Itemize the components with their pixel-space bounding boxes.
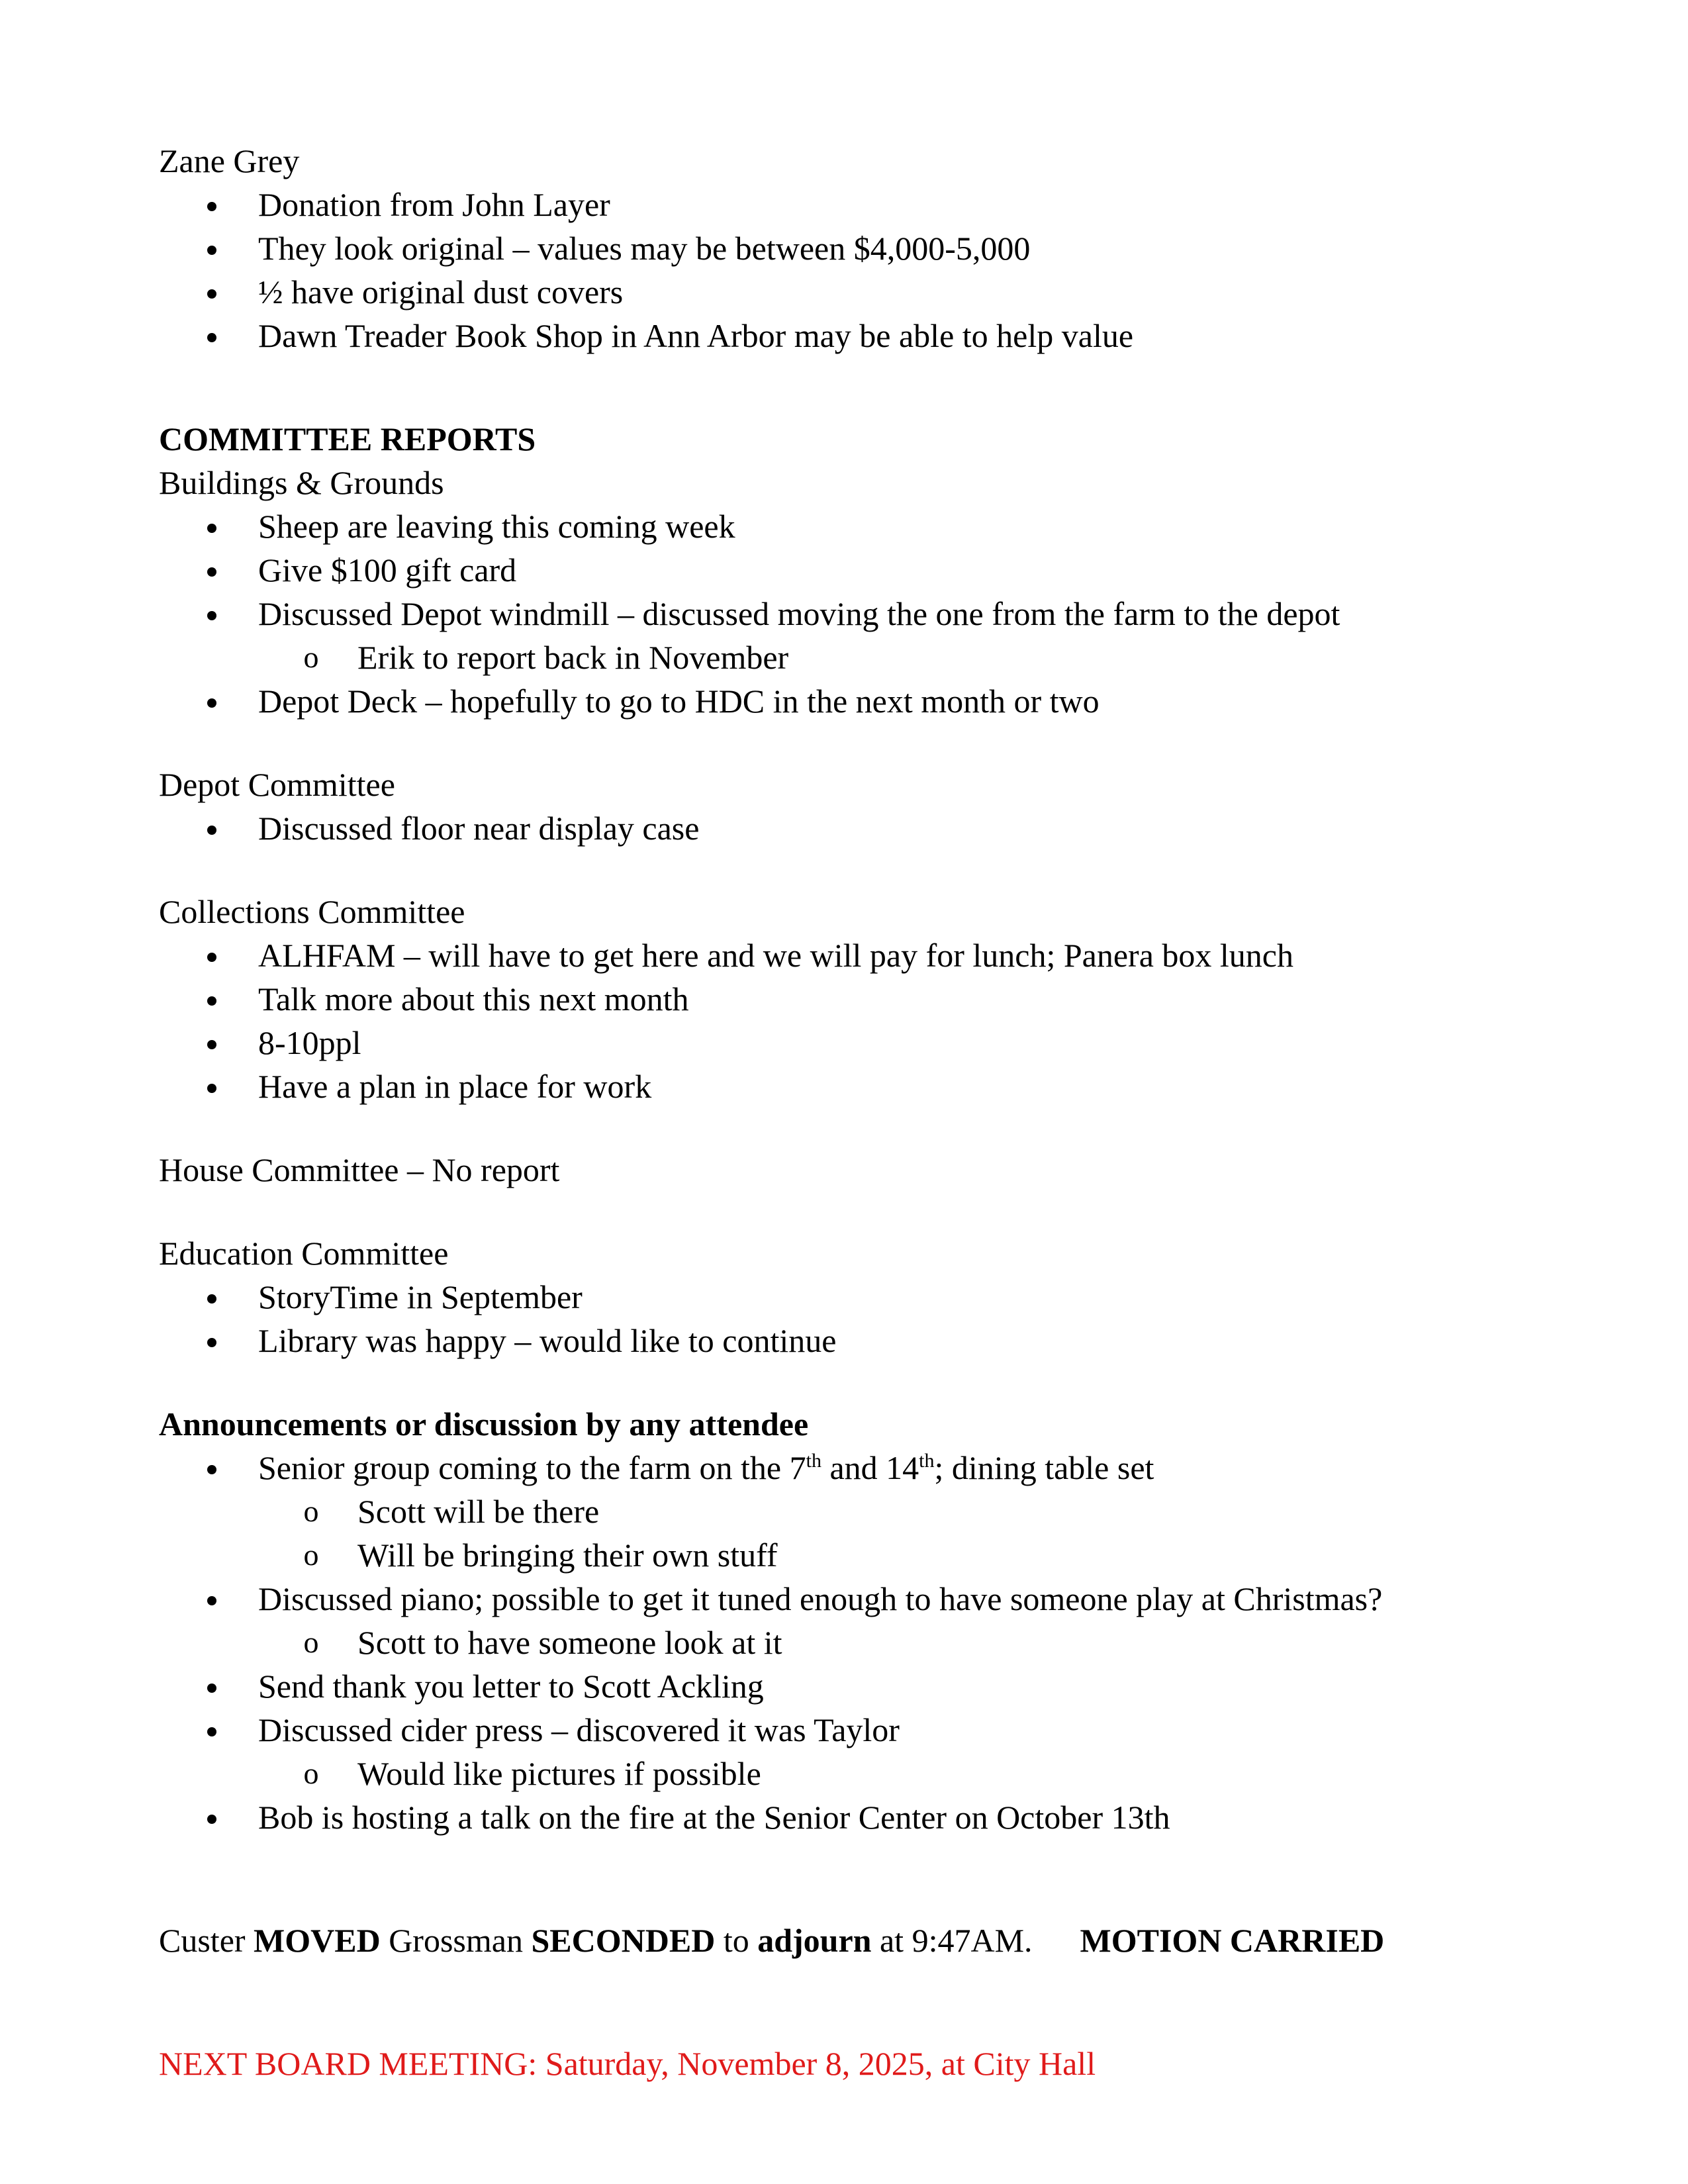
list-item: They look original – values may be between $4,000-5,000 (159, 226, 1536, 270)
list-item: Donation from John Layer (159, 183, 1536, 226)
bullet-icon (199, 1446, 225, 1490)
sub-list-item: o Scott will be there (159, 1490, 1536, 1533)
sub-bullet-icon: o (303, 1538, 319, 1572)
bullet-icon (199, 183, 225, 226)
bullet-icon (199, 1664, 225, 1708)
buildings-heading: Buildings & Grounds (159, 464, 444, 501)
bullet-icon (199, 226, 225, 270)
depot-heading: Depot Committee (159, 766, 395, 803)
bullet-icon (199, 1021, 225, 1065)
list-item: Give $100 gift card (159, 548, 1536, 592)
list-item: Have a plan in place for work (159, 1065, 1536, 1108)
bullet-icon (199, 806, 225, 850)
list-item: Depot Deck – hopefully to go to HDC in the next month or two (159, 679, 1536, 723)
bullet-icon (199, 592, 225, 636)
bullet-icon (199, 1708, 225, 1752)
bullet-icon (199, 933, 225, 977)
list-item: Discussed Depot windmill – discussed moving the one from the farm to the depot (159, 592, 1536, 636)
list-item: ½ have original dust covers (159, 270, 1536, 314)
motion-result: MOTION CARRIED (1080, 1922, 1385, 1959)
bullet-icon (199, 504, 225, 548)
sub-bullet-icon: o (303, 1756, 319, 1790)
list-item: ALHFAM – will have to get here and we will pay for lunch; Panera box lunch (159, 933, 1536, 977)
bullet-icon (199, 1065, 225, 1108)
list-item: Library was happy – would like to continue (159, 1319, 1536, 1362)
list-item: Discussed cider press – discovered it was Taylor (159, 1708, 1536, 1752)
sub-list-item: o Scott to have someone look at it (159, 1621, 1536, 1664)
bullet-icon (199, 679, 225, 723)
announcements-title: Announcements or discussion by any attendee (159, 1405, 809, 1443)
list-item: Senior group coming to the farm on the 7th and 14th; dining table set (159, 1446, 1536, 1490)
bullet-icon (199, 1275, 225, 1319)
adjourn-motion: Custer MOVED Grossman SECONDED to adjourn at 9:47AM. MOTION CARRIED (159, 1922, 1385, 1959)
bullet-icon (199, 548, 225, 592)
next-meeting-notice: NEXT BOARD MEETING: Saturday, November 8, 2025, at City Hall (159, 2045, 1096, 2082)
list-item: Bob is hosting a talk on the fire at the Senior Center on October 13th (159, 1795, 1536, 1839)
list-item: Sheep are leaving this coming week (159, 504, 1536, 548)
sub-bullet-icon: o (303, 1625, 319, 1659)
minutes-page (159, 139, 1536, 2085)
bullet-icon (199, 314, 225, 357)
list-item: Talk more about this next month (159, 977, 1536, 1021)
list-item: StoryTime in September (159, 1275, 1536, 1319)
sub-list-item: o Will be bringing their own stuff (159, 1533, 1536, 1577)
bullet-icon (199, 1577, 225, 1621)
education-heading: Education Committee (159, 1235, 449, 1272)
list-item: Discussed floor near display case (159, 806, 1536, 850)
list-item: Send thank you letter to Scott Ackling (159, 1664, 1536, 1708)
bullet-icon (199, 270, 225, 314)
bullet-icon (199, 1319, 225, 1362)
bullet-icon (199, 1795, 225, 1839)
sub-list-item: o Would like pictures if possible (159, 1752, 1536, 1795)
committee-reports-title: COMMITTEE REPORTS (159, 420, 536, 457)
list-item: Discussed piano; possible to get it tuned enough to have someone play at Christmas? (159, 1577, 1536, 1621)
sub-bullet-icon: o (303, 1494, 319, 1528)
zane-grey-heading: Zane Grey (159, 142, 300, 179)
bullet-icon (199, 977, 225, 1021)
list-item: Dawn Treader Book Shop in Ann Arbor may be able to help value (159, 314, 1536, 357)
house-heading: House Committee – No report (159, 1151, 560, 1188)
sub-bullet-icon: o (303, 640, 319, 674)
sub-list-item: o Erik to report back in November (159, 636, 1536, 679)
collections-heading: Collections Committee (159, 893, 465, 930)
list-item: 8-10ppl (159, 1021, 1536, 1065)
